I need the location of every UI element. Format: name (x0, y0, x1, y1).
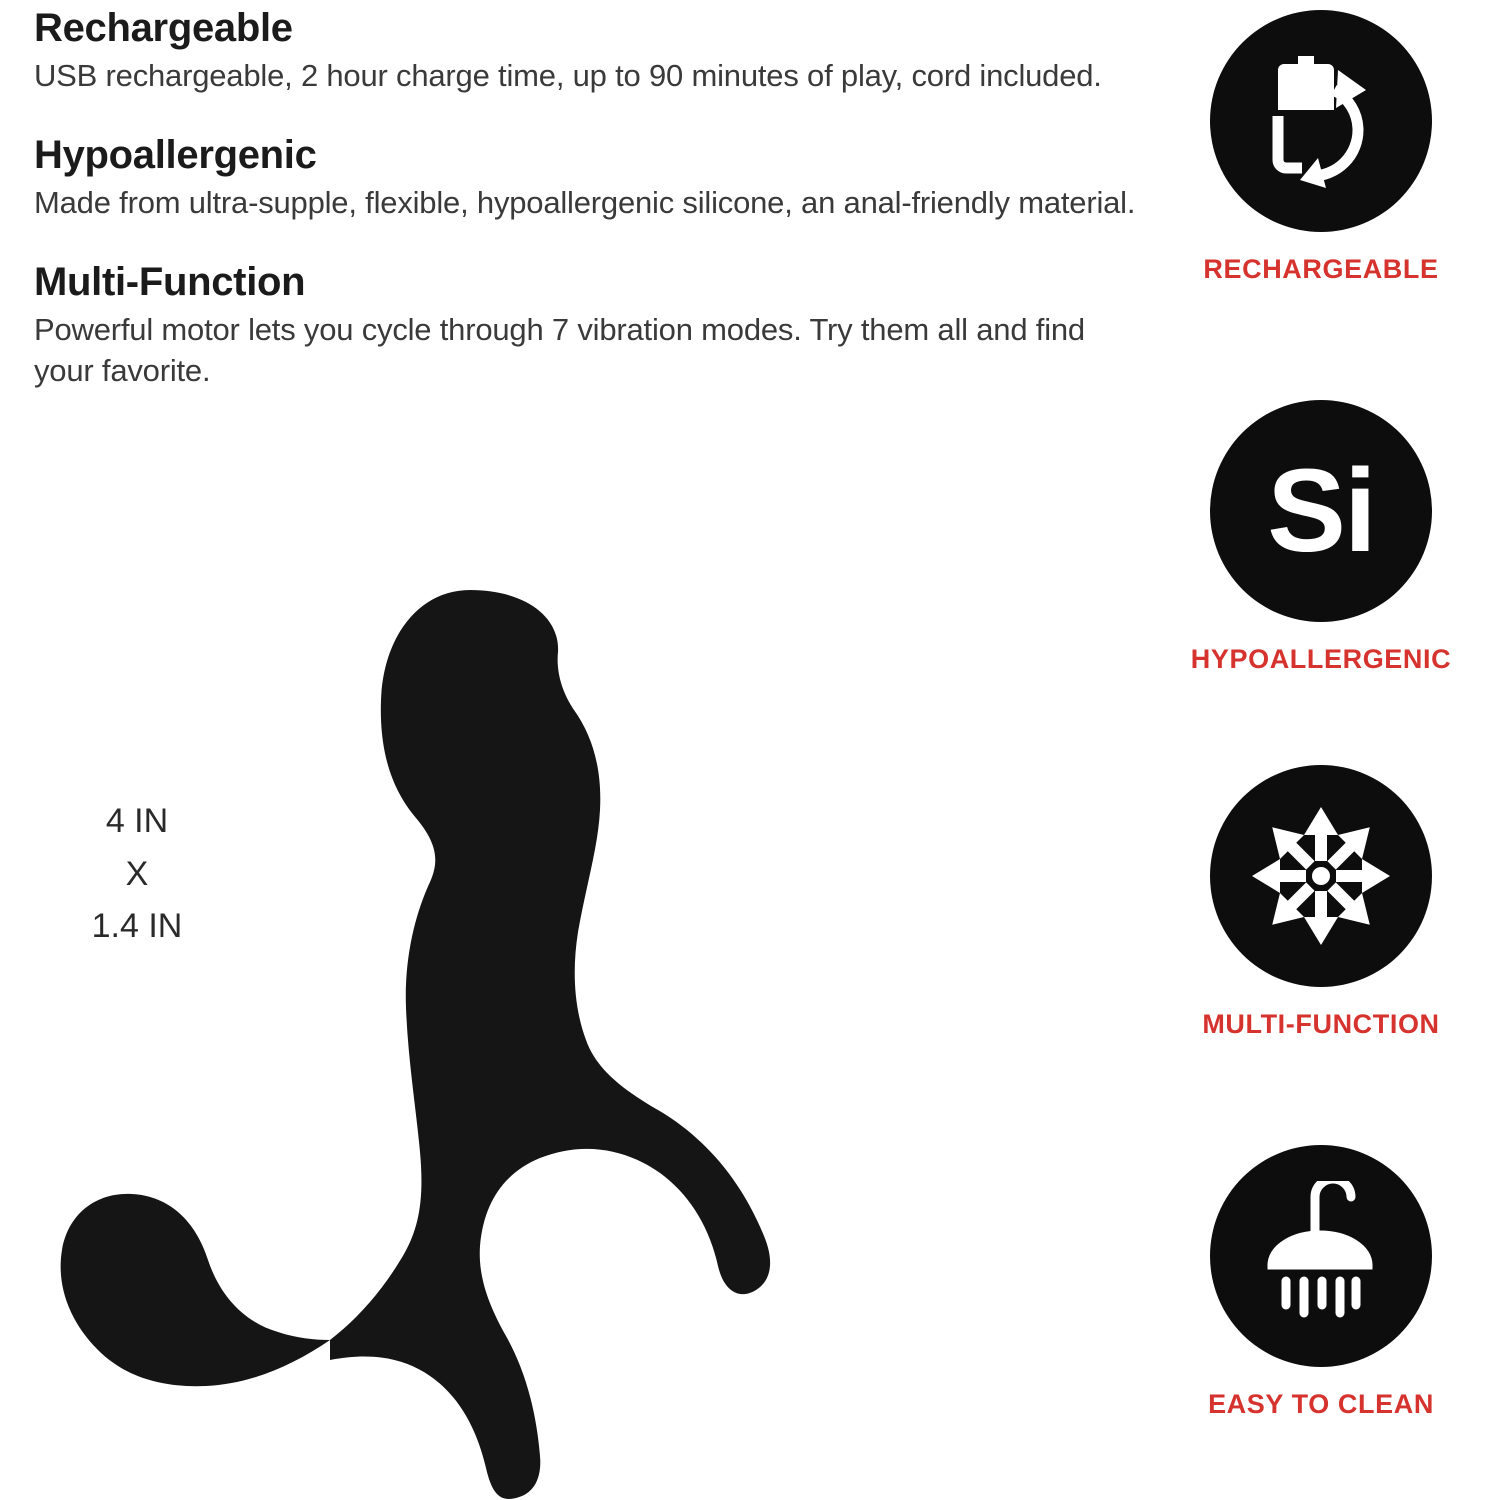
feature-title: Multi-Function (34, 259, 306, 304)
feature-hypoallergenic (34, 133, 1154, 224)
feature-title: Hypoallergenic (34, 132, 317, 177)
silicone-si-icon (1210, 400, 1432, 622)
feature-multi-function (34, 260, 1154, 392)
si-symbol: Si (1267, 445, 1375, 577)
battery-recharge-icon (1210, 10, 1432, 232)
feature-icon-column (1156, 0, 1486, 1500)
icon-block-rechargeable (1156, 10, 1486, 285)
icon-block-easy-to-clean (1156, 1145, 1486, 1420)
product-image (0, 560, 800, 1500)
dimension-separator: X (125, 854, 149, 893)
feature-description: Made from ultra-supple, flexible, hypoallergenic silicone, an anal-friendly material. (34, 184, 1136, 220)
feature-title: Rechargeable (34, 6, 293, 50)
icon-block-hypoallergenic (1156, 400, 1486, 675)
feature-description: USB rechargeable, 2 hour charge time, up to 90 minutes of play, cord included. (34, 58, 1102, 93)
icon-label: RECHARGEABLE (1203, 254, 1439, 284)
feature-list (34, 6, 1154, 428)
multi-direction-burst-icon (1210, 765, 1432, 987)
shower-clean-icon (1210, 1145, 1432, 1367)
icon-block-multi-function (1156, 765, 1486, 1040)
feature-rechargeable (34, 6, 1154, 97)
dimension-width: 1.4 IN (91, 907, 183, 946)
icon-label: MULTI-FUNCTION (1202, 1009, 1440, 1039)
icon-label: EASY TO CLEAN (1208, 1389, 1434, 1419)
icon-label: HYPOALLERGENIC (1190, 644, 1452, 674)
feature-description: Powerful motor lets you cycle through 7 vibration modes. Try them all and find your favorite. (34, 311, 1085, 388)
dimension-length: 4 IN (105, 802, 169, 840)
